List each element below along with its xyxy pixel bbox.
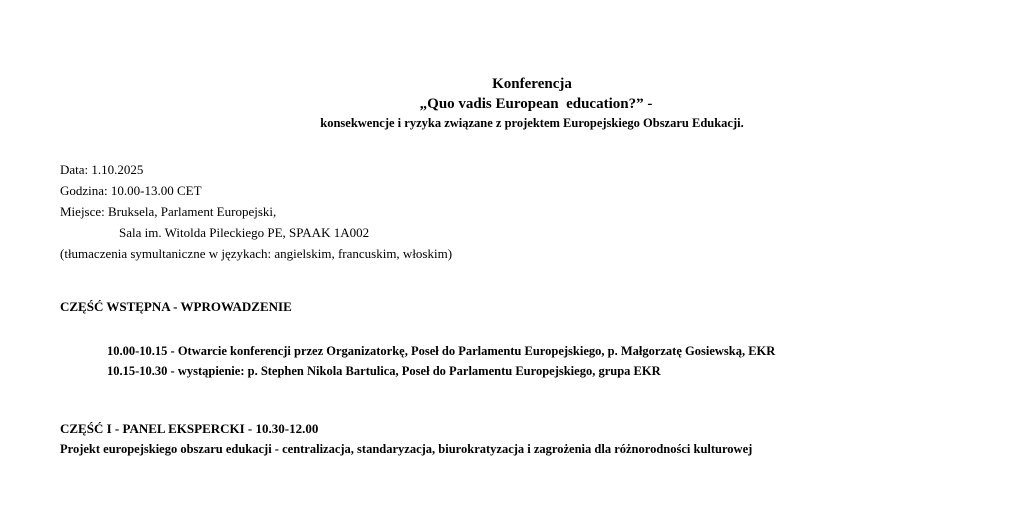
intro-section-heading: CZĘŚĆ WSTĘPNA - WPROWADZENIE: [60, 299, 292, 314]
event-translations: (tłumaczenia symultaniczne w językach: angielskim, francuskim, włoskim): [60, 246, 453, 261]
conference-header: [0, 74, 1024, 133]
part-one-topic: Projekt europejskiego obszaru edukacji - centralizacja, standaryzacja, biurokratyzacja i zagrożenia dla różnorodności kulturowej: [60, 442, 753, 456]
intro-agenda: [107, 341, 775, 381]
event-date: Data: 1.10.2025: [60, 162, 144, 177]
event-info: [60, 159, 452, 264]
part-one-heading: CZĘŚĆ I - PANEL EKSPERCKI - 10.30-12.00: [60, 421, 319, 436]
event-place: Miejsce: Bruksela, Parlament Europejski,: [60, 204, 277, 219]
part-one-section: [60, 419, 752, 459]
agenda-item: 10.00-10.15 - Otwarcie konferencji przez Organizatorkę, Poseł do Parlamentu Europejskiego, p. Małgorzatę Gosiewską, EKR: [107, 344, 776, 358]
conference-subtitle: „Quo vadis European education?” -: [419, 96, 653, 112]
event-time: Godzina: 10.00-13.00 CET: [60, 183, 202, 198]
event-room: Sala im. Witolda Pileckiego PE, SPAAK 1A002: [119, 225, 370, 240]
conference-title: Konferencja: [492, 76, 572, 92]
agenda-item: 10.15-10.30 - wystąpienie: p. Stephen Nikola Bartulica, Poseł do Parlamentu Europejskiego, grupa EKR: [107, 364, 661, 378]
conference-description: konsekwencje i ryzyka związane z projektem Europejskiego Obszaru Edukacji.: [320, 116, 744, 130]
